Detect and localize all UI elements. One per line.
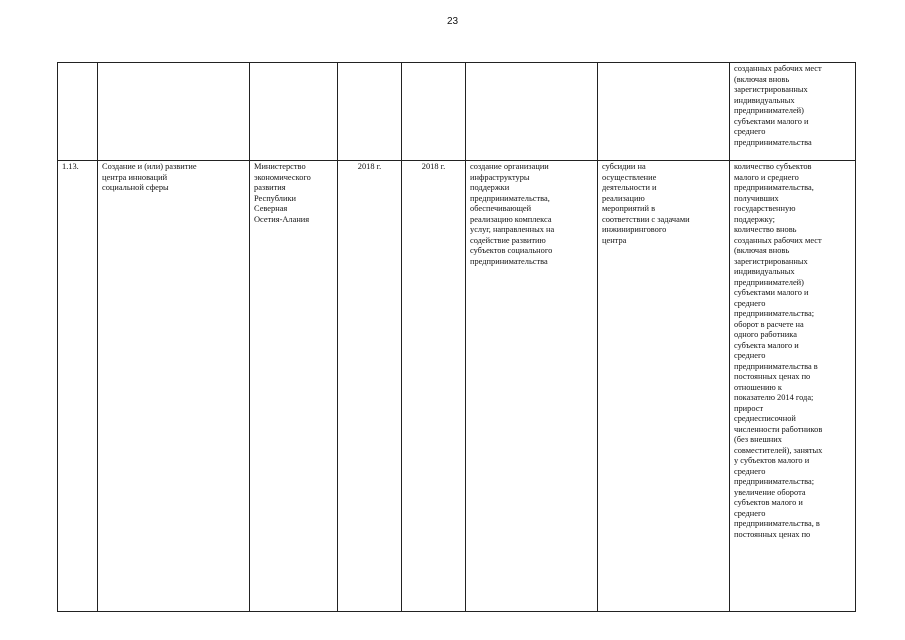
cell-measure: [98, 161, 250, 612]
text-line: получивших: [734, 193, 779, 203]
text-line: реализацию: [602, 193, 645, 203]
text-line: среднего: [734, 298, 766, 308]
text-line: созданных рабочих мест: [734, 64, 822, 73]
text-line: среднего: [734, 127, 766, 136]
text-line: среднего: [734, 508, 766, 518]
text-line: (включая вновь: [734, 246, 790, 255]
text-line: среднесписочной: [734, 414, 796, 423]
text-line: Республики: [254, 193, 297, 203]
text-line: создание организации: [470, 162, 549, 171]
text-line: деятельности и: [602, 183, 657, 192]
table-row-1-13: [58, 161, 856, 612]
text-line: у субъектов малого и: [734, 456, 810, 465]
text-line: предпринимательства, в: [734, 519, 820, 528]
text-line: государственную: [734, 204, 796, 213]
text-line: индивидуальных: [734, 267, 795, 276]
text-line: субъектов социального: [470, 246, 553, 255]
cell-result-empty: [466, 63, 598, 161]
text-line: предпринимательства,: [734, 183, 814, 192]
text-line: постоянных ценах по: [734, 372, 811, 381]
cell-support-empty: [598, 63, 730, 161]
table-row-continuation: [58, 63, 856, 161]
text-line: количество субъектов: [734, 162, 812, 171]
text-line: среднего: [734, 351, 766, 360]
cell-end-empty: [402, 63, 466, 161]
text-line: численности работников: [734, 424, 823, 434]
text-line: центра: [602, 235, 627, 245]
text-line: инфраструктуры: [470, 172, 530, 182]
text-line: прирост: [734, 403, 764, 413]
cell-indicators-continued: [730, 63, 856, 161]
text-line: инжинирингового: [602, 225, 667, 234]
text-line: одного работника: [734, 330, 797, 339]
text-line: поддержку;: [734, 214, 775, 224]
text-line: осуществление: [602, 172, 657, 182]
text-line: поддержки: [470, 183, 510, 192]
text-line: субъектов малого и: [734, 498, 803, 507]
cell-result: [466, 161, 598, 612]
cell-executor-empty: [250, 63, 338, 161]
cell-measure-empty: [98, 63, 250, 161]
text-line: предпринимательства,: [470, 193, 550, 203]
text-line: среднего: [734, 466, 766, 476]
text-line: субъектами малого и: [734, 116, 809, 126]
text-line: услуг, направленных на: [470, 225, 555, 234]
text-line: мероприятий в: [602, 204, 656, 213]
text-line: оборот в расчете на: [734, 319, 804, 329]
text-line: Северная: [254, 204, 288, 213]
cell-indicators: [730, 161, 856, 612]
text-line: малого и среднего: [734, 172, 799, 182]
cell-executor: [250, 161, 338, 612]
text-line: предпринимательства;: [734, 309, 815, 318]
text-line: зарегистрированных: [734, 85, 808, 94]
text-line: совместителей), занятых: [734, 445, 823, 455]
text-line: предпринимательства;: [734, 477, 815, 486]
text-line: Осетия-Алания: [254, 214, 310, 224]
text-line: субъекта малого и: [734, 340, 799, 350]
text-line: социальной сферы: [102, 183, 169, 192]
text-line: (включая вновь: [734, 74, 790, 84]
cell-number-empty: [58, 63, 98, 161]
page-number: 23: [446, 16, 459, 27]
text-line: реализацию комплекса: [470, 214, 552, 224]
text-line: постоянных ценах по: [734, 529, 811, 539]
text-line: зарегистрированных: [734, 256, 808, 266]
text-line: индивидуальных: [734, 95, 795, 105]
text-line: обеспечивающей: [470, 204, 532, 213]
text-line: Министерство: [254, 162, 306, 171]
text-line: Создание и (или) развитие: [102, 162, 197, 171]
text-line: субсидии на: [602, 162, 646, 171]
text-line: предпринимателей): [734, 106, 804, 115]
text-line: субъектами малого и: [734, 288, 809, 297]
text-line: центра инноваций: [102, 172, 168, 182]
text-line: отношению к: [734, 382, 782, 392]
text-line: развития: [254, 183, 286, 192]
text-line: количество вновь: [734, 225, 797, 234]
cell-support-type: [598, 161, 730, 612]
text-line: содействие развитию: [470, 235, 546, 245]
cell-start-year: 2018 г.: [338, 161, 402, 612]
text-line: созданных рабочих мест: [734, 235, 822, 245]
text-line: предпринимателей): [734, 277, 804, 287]
cell-end-year: 2018 г.: [402, 161, 466, 612]
cell-number: 1.13.: [58, 161, 98, 612]
measures-table: [57, 62, 856, 612]
cell-start-empty: [338, 63, 402, 161]
text-line: предпринимательства: [734, 137, 812, 147]
text-line: соответствии с задачами: [602, 214, 690, 224]
text-line: предпринимательства в: [734, 361, 818, 371]
text-line: показателю 2014 года;: [734, 393, 814, 402]
text-line: увеличение оборота: [734, 487, 806, 497]
text-line: предпринимательства: [470, 256, 548, 266]
text-line: (без внешних: [734, 435, 782, 444]
text-line: экономического: [254, 172, 311, 182]
